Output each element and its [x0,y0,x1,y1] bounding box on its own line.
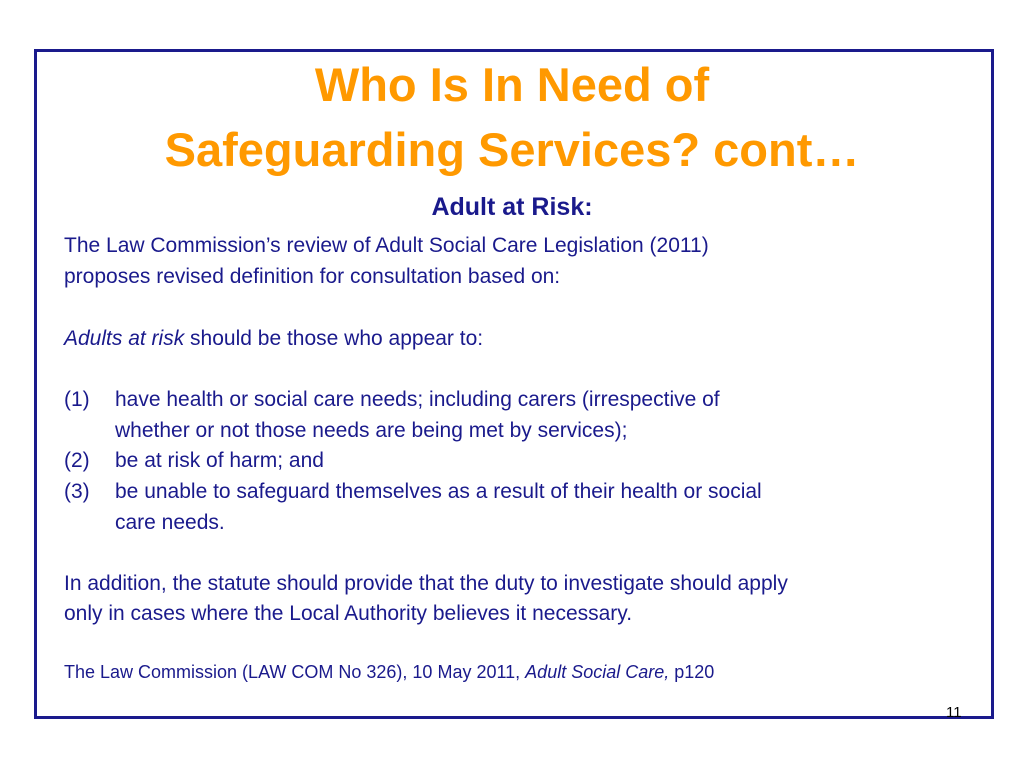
intro-line-2: proposes revised definition for consultation based on: [64,265,561,288]
list-item-3-text-line-2: care needs. [115,511,225,534]
list-item-number: (1) [64,388,90,411]
list-item-number: (2) [64,449,90,472]
list-item-2 [64,448,90,474]
citation-title: Adult Social Care, [525,662,670,682]
list-item-1-text-line-2: whether or not those needs are being met by services); [115,419,628,442]
list-item-1 [64,387,90,413]
adults-at-risk-statement [64,326,483,352]
adults-at-risk-rest: should be those who appear to: [184,327,484,350]
citation [64,661,714,683]
intro-line-1: The Law Commission’s review of Adult Social Care Legislation (2011) [64,234,709,257]
addition-line-2: only in cases where the Local Authority believes it necessary. [64,602,633,625]
adults-at-risk-term: Adults at risk [64,327,185,350]
addition-line-1: In addition, the statute should provide that the duty to investigate should apply [64,572,788,595]
list-item-number: (3) [64,480,90,503]
slide-title-line-1: Who Is In Need of [314,58,710,111]
slide-title-line-2: Safeguarding Services? cont… [164,123,860,176]
page-number: 11 [946,704,962,721]
citation-prefix: The Law Commission (LAW COM No 326), 10 May 2011, [64,662,526,682]
list-item-3-text-line-1: be unable to safeguard themselves as a result of their health or social [115,480,762,503]
citation-suffix: p120 [669,662,715,682]
list-item-1-text-line-1: have health or social care needs; including carers (irrespective of [115,388,720,411]
list-item-2-text: be at risk of harm; and [115,449,324,472]
subheading: Adult at Risk: [431,193,593,221]
list-item-3 [64,479,90,505]
